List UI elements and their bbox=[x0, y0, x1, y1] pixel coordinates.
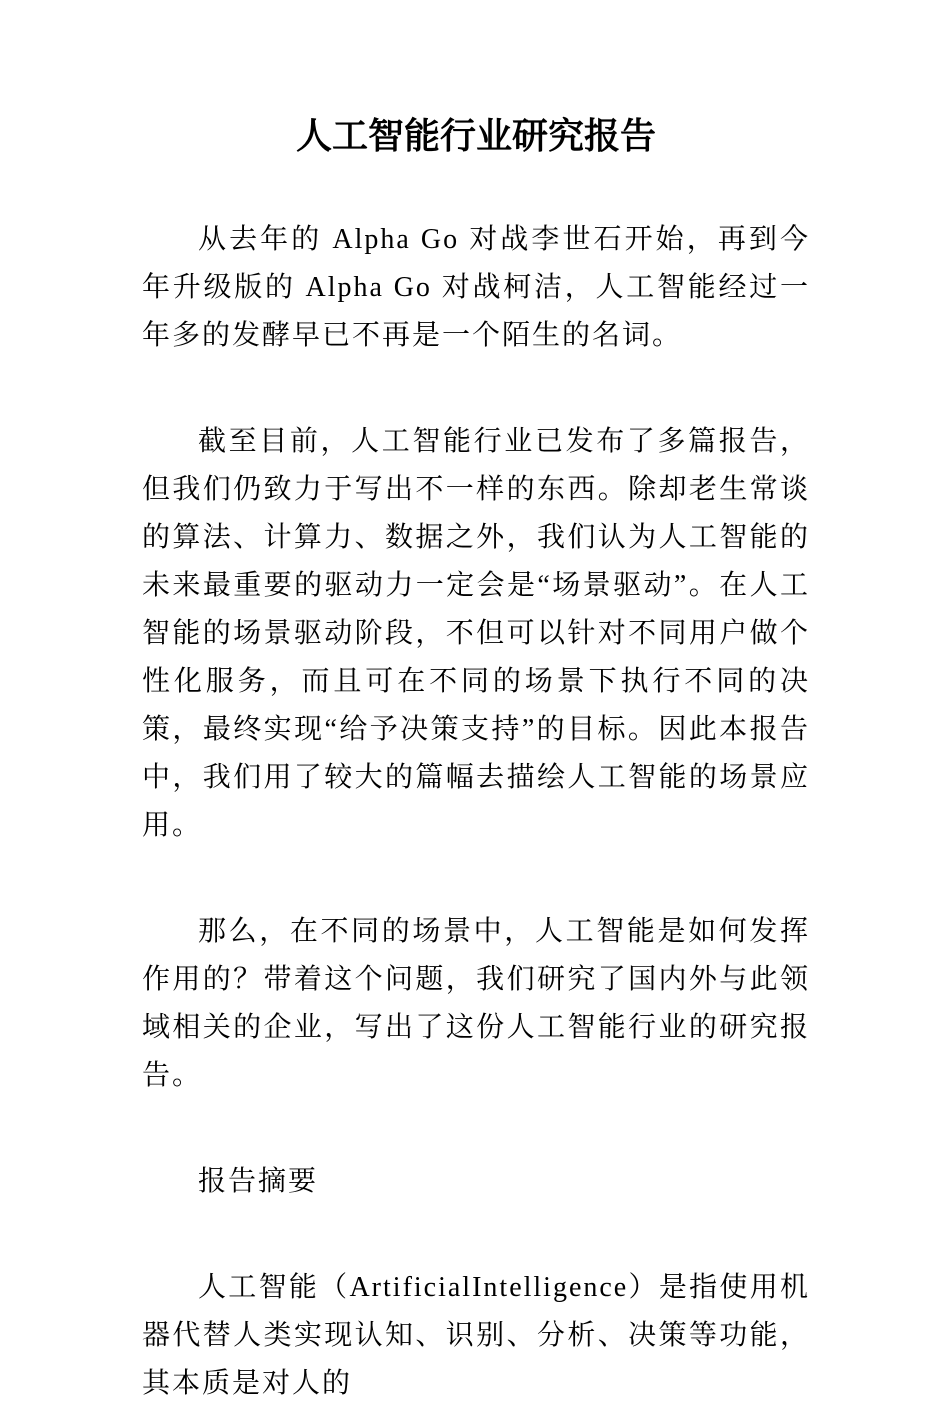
paragraph-research-question: 那么，在不同的场景中，人工智能是如何发挥作用的？带着这个问题，我们研究了国内外与此领域相关的企业，写出了这份人工智能行业的研究报告。 bbox=[142, 916, 810, 1091]
paragraph-intro: 从去年的 Alpha Go 对战李世石开始，再到今年升级版的 Alpha Go 对战柯洁，人工智能经过一年多的发酵早已不再是一个陌生的名词。 bbox=[142, 224, 810, 351]
document-title: 人工智能行业研究报告 bbox=[295, 115, 656, 156]
paragraph-ai-definition: 人工智能（ArtificialIntelligence）是指使用机器代替人类实现认知、识别、分析、决策等功能，其本质是对人的 bbox=[142, 1272, 810, 1399]
section-heading-report-summary: 报告摘要 bbox=[198, 1166, 319, 1197]
paragraph-scene-driven: 截至目前，人工智能行业已发布了多篇报告，但我们仍致力于写出不一样的东西。除却老生常谈的算法、计算力、数据之外，我们认为人工智能的未来最重要的驱动力一定会是“场景驱动”。在人工智能的场景驱动阶段，不但可以针对不同用户做个性化服务，而且可在不同的场景下执行不同的决策，最终实现“给予决策支持”的目标。因此本报告中，我们用了较大的篇幅去描绘人工智能的场景应用。 bbox=[142, 426, 810, 841]
